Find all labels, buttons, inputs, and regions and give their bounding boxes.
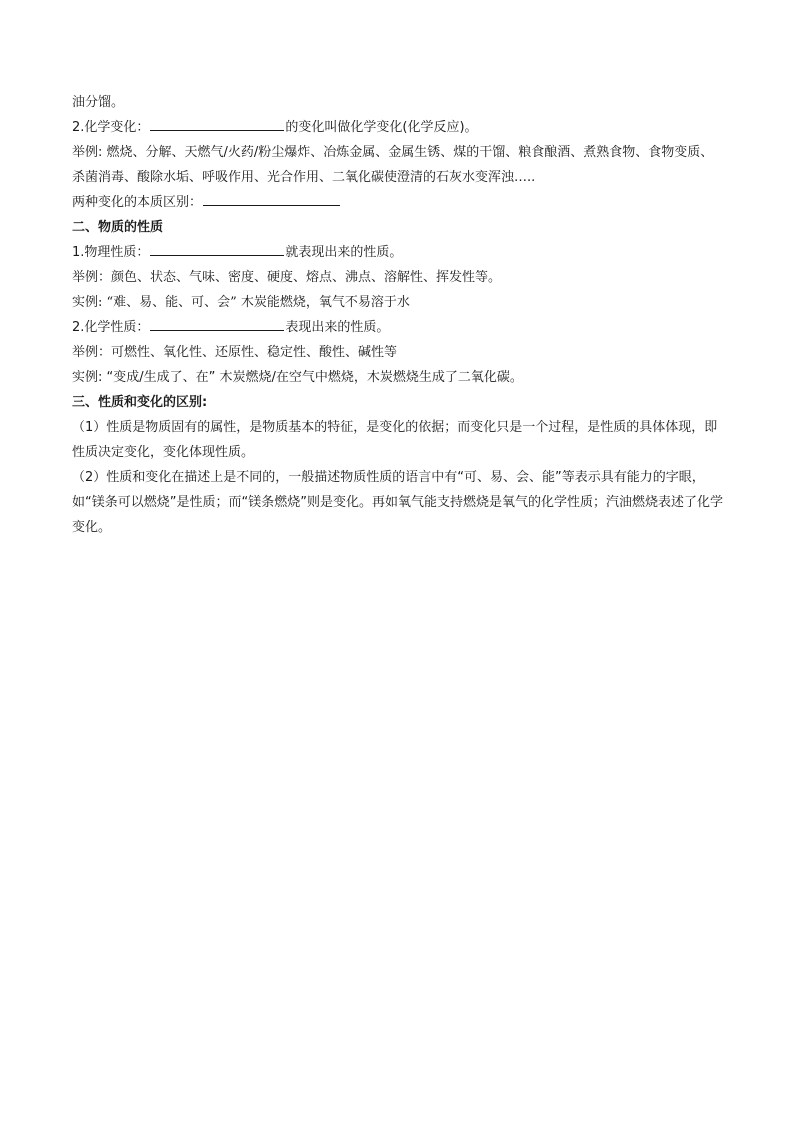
change-essence-blank[interactable] [203,191,340,206]
physical-property-definition [72,240,724,265]
chemical-change-examples: 举例: 燃烧、分解、天燃气/火药/粉尘爆炸、冶炼金属、金属生锈、煤的干馏、粮食酿酒、煮熟食物、食物变质、杀菌消毒、酸除水垢、呼吸作用、光合作用、二氧化碳使澄清的石灰水变浑浊….. [72,145,714,185]
chemical-change-suffix: 的变化叫做化学变化(化学反应)。 [285,120,478,135]
chemical-change-definition [72,115,724,140]
difference-paragraph-2: （2）性质和变化在描述上是不同的，一般描述物质性质的语言中有“可、易、会、能”等表示具有能力的字眼，如“镁条可以燃烧”是性质；而“镁条燃烧”则是变化。再如氧气能支持燃烧是氧气的化学性质；汽油燃烧表述了化学变化。 [72,470,723,535]
chemical-property-blank[interactable] [150,316,284,331]
physical-property-prefix: 1.物理性质： [72,245,150,260]
chemical-property-suffix: 表现出来的性质。 [285,320,390,335]
physical-property-blank[interactable] [150,241,284,256]
section-heading-properties: 二、物质的性质 [72,220,164,235]
chemical-property-prefix: 2.化学性质： [72,320,150,335]
chemical-change-blank[interactable] [150,116,284,131]
physical-property-examples: 举例：颜色、状态、气味、密度、硬度、熔点、沸点、溶解性、挥发性等。 [72,270,502,285]
physical-property-suffix: 就表现出来的性质。 [285,245,403,260]
chemical-property-definition [72,315,724,340]
chemical-property-examples: 举例：可燃性、氧化性、还原性、稳定性、酸性、碱性等 [72,345,398,360]
document-body [72,90,724,540]
intro-tail-text: 油分馏。 [72,95,125,110]
chemical-change-prefix: 2.化学变化： [72,120,150,135]
change-essence-label: 两种变化的本质区别： [72,195,203,210]
chemical-property-instance: 实例: “变成/生成了、在” 木炭燃烧/在空气中燃烧，木炭燃烧生成了二氧化碳。 [72,370,523,385]
change-essence-question [72,190,724,215]
physical-property-instance: 实例: “难、易、能、可、会” 木炭能燃烧，氧气不易溶于水 [72,295,410,310]
section-heading-difference: 三、性质和变化的区别: [72,395,208,410]
difference-paragraph-1: （1）性质是物质固有的属性，是物质基本的特征，是变化的依据；而变化只是一个过程，是性质的具体体现，即性质决定变化，变化体现性质。 [72,420,718,460]
